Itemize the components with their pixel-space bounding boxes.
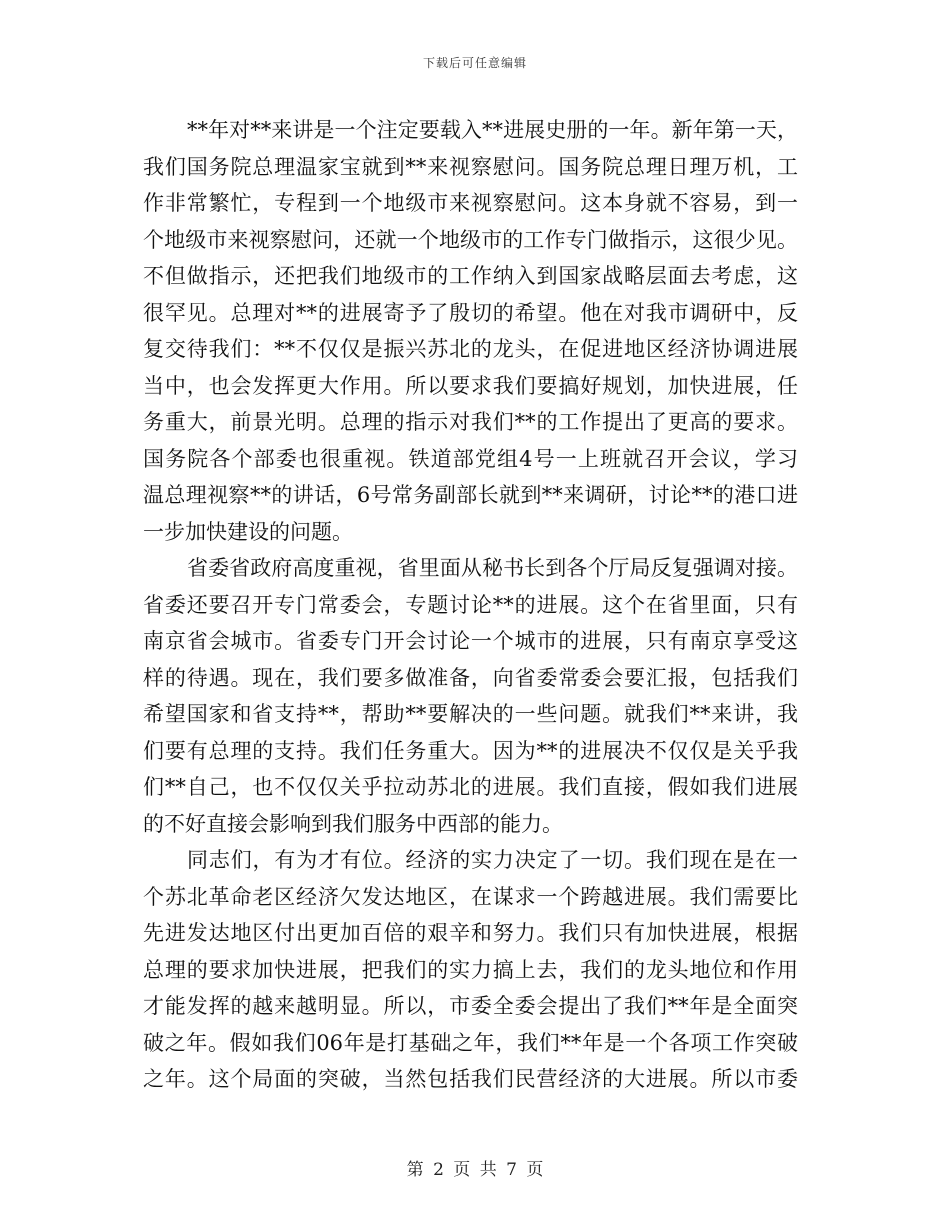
page-header: 下载后可任意编辑: [422, 56, 527, 70]
text-line: 省委省政府高度重视，省里面从秘书长到各个厅局反复强调对接。: [187, 556, 798, 580]
text-line: 总理的要求加快进展，把我们的实力搞上去，我们的龙头地位和作用: [143, 957, 798, 982]
text-line: 南京省会城市。省委专门开会讨论一个城市的进展，只有南京享受这: [143, 629, 798, 653]
text-line: **年对**来讲是一个注定要载入**进展史册的一年。新年第一天，: [187, 118, 798, 142]
text-line: 务重大，前景光明。总理的指示对我们**的工作提出了更高的要求。: [143, 410, 798, 434]
text-line: 同志们，有为才有位。经济的实力决定了一切。我们现在是在一: [187, 848, 798, 872]
text-line: 样的待遇。现在，我们要多做准备，向省委常委会要汇报，包括我们: [143, 665, 798, 690]
text-line: 一步加快建设的问题。: [143, 519, 353, 544]
text-line: 省委还要召开专门常委会，专题讨论**的进展。这个在省里面，只有: [143, 592, 798, 617]
text-line: 很罕见。总理对**的进展寄予了殷切的希望。他在对我市调研中，反: [143, 300, 798, 325]
text-line: 才能发挥的越来越明显。所以，市委全委会提出了我们**年是全面突: [143, 994, 798, 1018]
text-line: 破之年。假如我们06年是打基础之年，我们**年是一个各项工作突破: [143, 1030, 798, 1055]
text-line: 们要有总理的支持。我们任务重大。因为**的进展决不仅仅是关乎我: [143, 738, 798, 763]
paragraph: [143, 842, 798, 1098]
paragraph: [143, 550, 798, 842]
text-line: 不但做指示，还把我们地级市的工作纳入到国家战略层面去考虑，这: [143, 264, 798, 288]
text-line: 希望国家和省支持**，帮助**要解决的一些问题。就我们**来讲，我: [143, 702, 798, 726]
text-line: 的不好直接会影响到我们服务中西部的能力。: [143, 811, 563, 836]
text-line: 我们国务院总理温家宝就到**来视察慰问。国务院总理日理万机，工: [143, 154, 798, 179]
text-line: 个苏北革命老区经济欠发达地区，在谋求一个跨越进展。我们需要比: [143, 884, 798, 909]
text-line: 国务院各个部委也很重视。铁道部党组4号一上班就召开会议，学习: [143, 446, 798, 471]
text-line: 复交待我们：**不仅仅是振兴苏北的龙头，在促进地区经济协调进展: [143, 337, 798, 361]
document-body: [143, 112, 798, 1098]
text-line: 先进发达地区付出更加百倍的艰辛和努力。我们只有加快进展，根据: [143, 921, 798, 945]
page-number-footer: 第 2 页 共 7 页: [406, 1160, 544, 1180]
paragraph: [143, 112, 798, 550]
text-line: 温总理视察**的讲话，6号常务副部长就到**来调研，讨论**的港口进: [143, 483, 798, 507]
text-line: 之年。这个局面的突破，当然包括我们民营经济的大进展。所以市委: [143, 1067, 798, 1091]
text-line: 们**自己，也不仅仅关乎拉动苏北的进展。我们直接，假如我们进展: [143, 775, 798, 799]
text-line: 当中，也会发挥更大作用。所以要求我们要搞好规划，加快进展，任: [143, 373, 798, 398]
text-line: 作非常繁忙，专程到一个地级市来视察慰问。这本身就不容易，到一: [143, 191, 798, 215]
text-line: 个地级市来视察慰问，还就一个地级市的工作专门做指示，这很少见。: [143, 227, 798, 252]
